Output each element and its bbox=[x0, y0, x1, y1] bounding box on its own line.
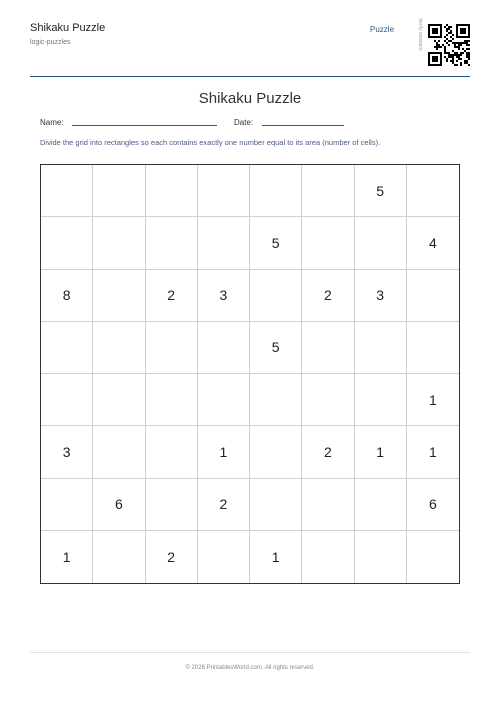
grid-cell[interactable] bbox=[93, 165, 145, 217]
grid-cell[interactable]: 1 bbox=[407, 426, 459, 478]
grid-cell[interactable] bbox=[41, 217, 93, 269]
grid-cell[interactable] bbox=[302, 322, 354, 374]
grid-cell[interactable] bbox=[146, 426, 198, 478]
grid-cell[interactable] bbox=[250, 165, 302, 217]
grid-cell[interactable] bbox=[198, 217, 250, 269]
grid-cell[interactable] bbox=[250, 426, 302, 478]
page-title: Shikaku Puzzle bbox=[198, 90, 302, 107]
grid-cell[interactable]: 3 bbox=[198, 270, 250, 322]
grid-cell[interactable] bbox=[250, 374, 302, 426]
grid-cell[interactable] bbox=[93, 217, 145, 269]
grid-cell[interactable] bbox=[355, 217, 407, 269]
grid-cell[interactable]: 5 bbox=[250, 217, 302, 269]
grid-cell[interactable] bbox=[302, 217, 354, 269]
grid-cell[interactable]: 5 bbox=[250, 322, 302, 374]
grid-cell[interactable] bbox=[355, 374, 407, 426]
grid-cell[interactable]: 1 bbox=[407, 374, 459, 426]
grid-cell[interactable] bbox=[198, 531, 250, 583]
grid-cell[interactable] bbox=[93, 531, 145, 583]
grid-cell[interactable] bbox=[93, 270, 145, 322]
grid-cell[interactable]: 8 bbox=[41, 270, 93, 322]
grid-cell[interactable] bbox=[146, 479, 198, 531]
grid-cell[interactable] bbox=[146, 165, 198, 217]
grid-cell[interactable] bbox=[302, 165, 354, 217]
grid-cell[interactable] bbox=[302, 479, 354, 531]
grid-cell[interactable] bbox=[355, 322, 407, 374]
grid-cell[interactable]: 2 bbox=[198, 479, 250, 531]
grid-cell[interactable] bbox=[407, 531, 459, 583]
grid-cell[interactable] bbox=[302, 531, 354, 583]
header-divider bbox=[30, 76, 470, 77]
grid-cell[interactable] bbox=[146, 217, 198, 269]
grid-cell[interactable] bbox=[250, 270, 302, 322]
grid-cell[interactable]: 3 bbox=[41, 426, 93, 478]
grid-cell[interactable] bbox=[407, 270, 459, 322]
date-field[interactable] bbox=[262, 125, 344, 126]
name-label: Name: bbox=[40, 118, 64, 127]
grid-cell[interactable]: 1 bbox=[41, 531, 93, 583]
grid-cell[interactable] bbox=[146, 322, 198, 374]
grid-cell[interactable] bbox=[41, 322, 93, 374]
grid-cell[interactable] bbox=[302, 374, 354, 426]
name-field[interactable] bbox=[72, 125, 217, 126]
grid-cell[interactable]: 2 bbox=[302, 426, 354, 478]
grid-cell[interactable]: 1 bbox=[198, 426, 250, 478]
grid-cell[interactable] bbox=[93, 322, 145, 374]
grid-cell[interactable]: 6 bbox=[93, 479, 145, 531]
grid-cell[interactable] bbox=[407, 322, 459, 374]
grid-cell[interactable] bbox=[41, 374, 93, 426]
grid-cell[interactable] bbox=[407, 165, 459, 217]
grid-cell[interactable] bbox=[198, 165, 250, 217]
grid-cell[interactable]: 2 bbox=[146, 270, 198, 322]
grid-cell[interactable] bbox=[355, 531, 407, 583]
grid-cell[interactable]: 6 bbox=[407, 479, 459, 531]
footer-divider bbox=[30, 652, 470, 653]
grid-cell[interactable] bbox=[198, 374, 250, 426]
grid-cell[interactable]: 4 bbox=[407, 217, 459, 269]
footer-copyright: © 2026 PrintablesWorld.com. All rights reserved. bbox=[185, 665, 315, 671]
puzzle-grid[interactable] bbox=[40, 164, 460, 584]
grid-cell[interactable] bbox=[250, 479, 302, 531]
grid-cell[interactable] bbox=[198, 322, 250, 374]
verify-answers-label: Verify answers bbox=[417, 18, 423, 51]
grid-cell[interactable]: 1 bbox=[355, 426, 407, 478]
date-label: Date: bbox=[234, 118, 254, 127]
grid-cell[interactable] bbox=[41, 165, 93, 217]
instructions: Divide the grid into rectangles so each contains exactly one number equal to its area (number of cells). bbox=[40, 138, 381, 147]
grid-cell[interactable]: 2 bbox=[146, 531, 198, 583]
grid-cell[interactable]: 5 bbox=[355, 165, 407, 217]
header-subtitle: logic-puzzles bbox=[30, 39, 71, 46]
grid-cell[interactable] bbox=[146, 374, 198, 426]
grid-cell[interactable] bbox=[93, 374, 145, 426]
grid-cell[interactable]: 1 bbox=[250, 531, 302, 583]
header-title: Shikaku Puzzle bbox=[30, 22, 106, 34]
grid-cell[interactable] bbox=[355, 479, 407, 531]
puzzle-type-link[interactable]: Puzzle bbox=[370, 25, 395, 34]
grid-cell[interactable]: 3 bbox=[355, 270, 407, 322]
grid-cell[interactable] bbox=[41, 479, 93, 531]
qr-code-icon[interactable] bbox=[428, 18, 470, 72]
grid-cell[interactable] bbox=[93, 426, 145, 478]
grid-cell[interactable]: 2 bbox=[302, 270, 354, 322]
